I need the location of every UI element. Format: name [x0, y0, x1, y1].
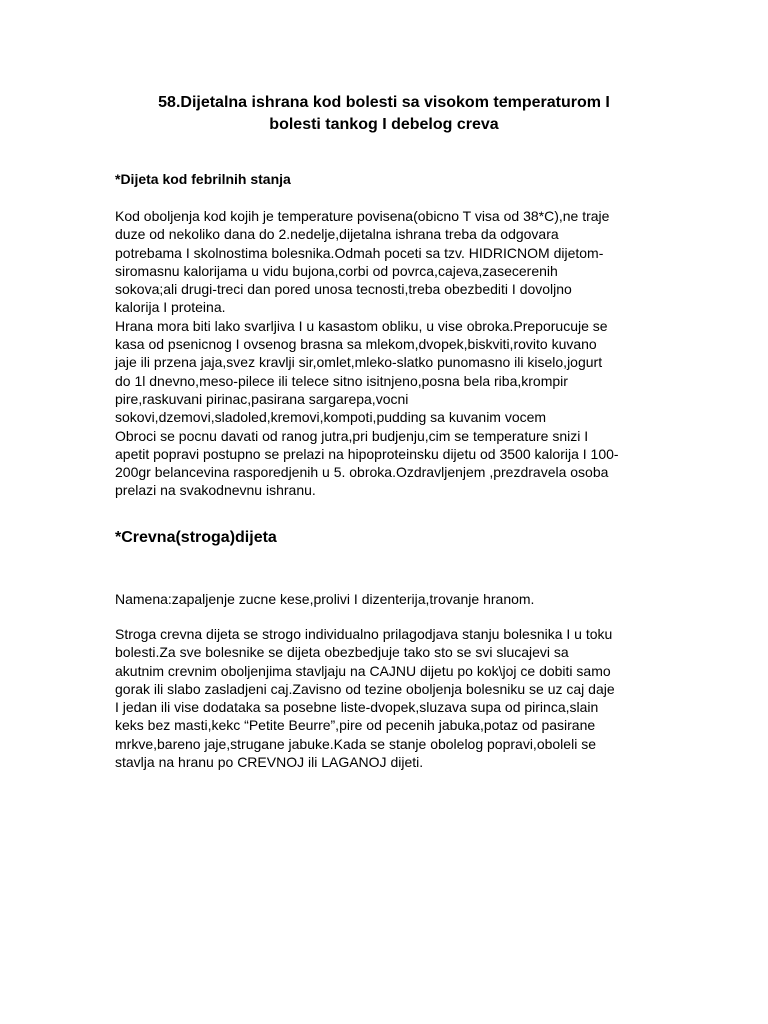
text-line: I jedan ili vise dodataka sa posebne liste-dvopek,sluzava supa od pirinca,slain [115, 699, 599, 716]
text-line: prelazi na svakodnevnu ishranu. [115, 482, 316, 499]
text-line: stavlja na hranu po CREVNOJ ili LAGANOJ dijeti. [115, 754, 424, 771]
section-heading-intestinal: *Crevna(stroga)dijeta [115, 529, 277, 546]
text-line: Kod oboljenja kod kojih je temperature povisena(obicno T visa od 38*C),ne traje [115, 208, 610, 224]
document-title [100, 92, 668, 136]
section-heading-febrile: *Dijeta kod febrilnih stanja [115, 171, 291, 187]
text-line: mrkve,bareno jaje,strugane jabuke.Kada se stanje obolelog popravi,oboleli se [115, 735, 596, 752]
text-line: Hrana mora biti lako svarljiva I u kasastom obliku, u vise obroka.Preporucuje se [115, 317, 608, 334]
text-line: potrebama I skolnostima bolesnika.Odmah poceti sa tzv. HIDRICNOM dijetom- [115, 244, 604, 261]
text-line: do 1l dnevno,meso-pilece ili telece sitno isitnjeno,posna bela riba,krompir [115, 372, 568, 389]
text-line: jaje ili przena jaja,svez kravlji sir,omlet,mleko-slatko punomasno ili kiselo,jogurt [115, 354, 603, 371]
text-line: sokovi,dzemovi,sladoled,kremovi,kompoti,pudding sa kuvanim vocem [115, 409, 547, 426]
text-line: siromasnu kalorijama u vidu bujona,corbi od povrca,cajeva,zasecerenih [115, 262, 558, 279]
text-line: keks bez masti,kekc “Petite Beurre”,pire od pecenih jabuka,potaz od pasirane [115, 717, 596, 734]
text-line: kasa od psenicnog I ovsenog brasna sa mlekom,dvopek,biskviti,rovito kuvano [115, 336, 597, 353]
febrile-diet-paragraph [115, 207, 619, 500]
title-line-2: bolesti tankog I debelog creva [269, 116, 499, 133]
text-line: sokova;ali drugi-treci dan pored unosa tecnosti,treba obezbediti I dovoljno [115, 281, 572, 298]
text-line: pire,raskuvani pirinac,pasirana sargarepa,vocni [115, 390, 409, 407]
text-line: akutnim crevnim oboljenjima stavljaju na CAJNU dijetu po kok\joj ce dobiti samo [115, 662, 611, 679]
title-line-1: 58.Dijetalna ishrana kod bolesti sa visokom temperaturom I [158, 94, 610, 111]
text-line: bolesti.Za sve bolesnike se dijeta obezbedjuje tako sto se svi slucajevi sa [115, 644, 569, 661]
intestinal-diet-paragraph [115, 625, 615, 771]
text-line: Namena:zapaljenje zucne kese,prolivi I dizenterija,trovanje hranom. [115, 591, 535, 607]
text-line: duze od nekoliko dana do 2.nedelje,dijetalna ishrana treba da odgovara [115, 226, 559, 243]
text-line: kalorija I proteina. [115, 299, 226, 316]
text-line: gorak ili slabo zasladjeni caj.Zavisno od tezine oboljenja bolesniku se uz caj daje [115, 680, 615, 697]
purpose-paragraph [115, 590, 534, 608]
text-line: apetit popravi postupno se prelazi na hipoproteinsku dijetu od 3500 kalorija I 100- [115, 445, 619, 462]
text-line: 200gr belancevina rasporedjenih u 5. obroka.Ozdravljenjem ,prezdravela osoba [115, 464, 609, 481]
text-line: Stroga crevna dijeta se strogo individualno prilagodjava stanju bolesnika I u toku [115, 626, 613, 642]
text-line: Obroci se pocnu davati od ranog jutra,pri budjenju,cim se temperature snizi I [115, 427, 589, 444]
